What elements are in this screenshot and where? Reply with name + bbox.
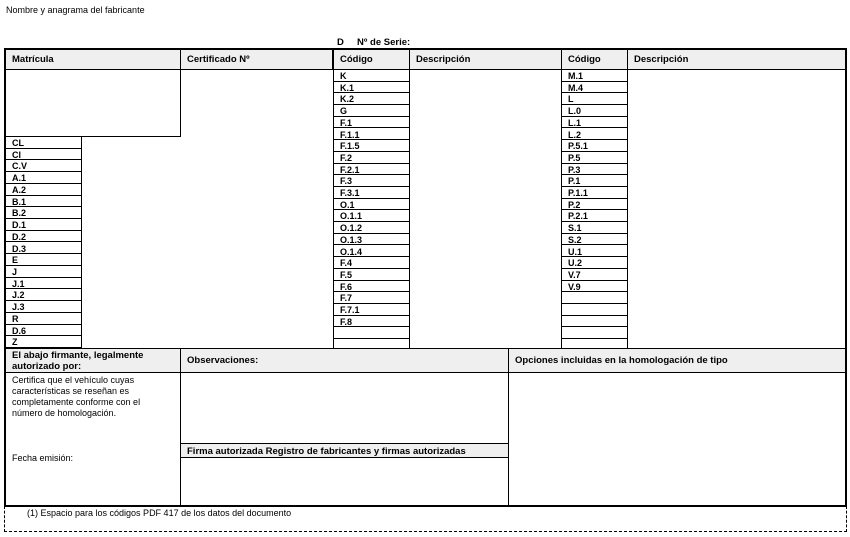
header-matricula: Matrícula [5,49,181,70]
code-cell [562,292,627,304]
code-cell: U.2 [562,257,627,269]
left-code-cell: A.2 [6,184,81,196]
signature-area [5,456,6,457]
header-certificado: Certificado Nº [180,49,333,70]
code-cell: P.3 [562,164,627,176]
issue-date-label: Fecha emisión: [12,453,74,463]
code-cell: F.3.1 [334,187,409,199]
header-firma-autorizada: Firma autorizada Registro de fabricantes y firmas autorizadas [180,443,509,458]
code-cell: F.8 [334,316,409,328]
code-cell: F.5 [334,269,409,281]
left-code-cell: J.1 [6,278,81,290]
left-code-cell: Cl [6,149,81,161]
left-code-cell: J.3 [6,301,81,313]
code-cell: M.1 [562,70,627,82]
code-cell: F.1 [334,117,409,129]
code-cell: U.1 [562,246,627,258]
code-cell: O.1.4 [334,246,409,258]
code-cell: F.2.1 [334,164,409,176]
code-cell: F.1.1 [334,129,409,141]
code-cell: F.3 [334,175,409,187]
code-cell: F.7 [334,292,409,304]
left-code-cell: R [6,313,81,325]
code-cell: O.1.1 [334,210,409,222]
code-cell: F.4 [334,257,409,269]
left-code-cell: E [6,254,81,266]
left-code-cell: B.2 [6,207,81,219]
left-code-cell: J.2 [6,289,81,301]
code-cell [562,316,627,328]
header-descripcion-1: Descripción [409,49,562,70]
left-code-cell: D.3 [6,243,81,255]
code-cell: S.1 [562,222,627,234]
code-cell: F.7.1 [334,304,409,316]
code-cell: P.1.1 [562,187,627,199]
left-code-cell: CL [6,137,81,149]
code-cell: F.6 [334,281,409,293]
left-code-cell: A.1 [6,172,81,184]
code-cell: F.2 [334,152,409,164]
left-code-cell: D.1 [6,219,81,231]
code-cell: L.0 [562,105,627,117]
code-cell: K [334,70,409,82]
code-cell: O.1 [334,199,409,211]
left-code-cell: D.6 [6,325,81,337]
code-cell: K.1 [334,82,409,94]
code-cell: P.5.1 [562,140,627,152]
header-descripcion-2: Descripción [627,49,846,70]
left-code-cell: Z [6,336,81,348]
code-cell: P.1 [562,175,627,187]
header-firmante: El abajo firmante, legalmente autorizado por: [5,348,181,373]
code-cell: G [334,105,409,117]
code-cell: S.2 [562,234,627,246]
code-cell: L.1 [562,117,627,129]
code-cell: K.2 [334,93,409,105]
code-cell: L [562,93,627,105]
code-cell: F.1.5 [334,140,409,152]
code-cell: O.1.2 [334,222,409,234]
code-cell [334,327,409,339]
manufacturer-label: Nombre y anagrama del fabricante [6,5,145,15]
code-cell: P.5 [562,152,627,164]
header-opciones: Opciones incluidas en la homologación de tipo [508,348,846,373]
code-cell: O.1.3 [334,234,409,246]
footnote-text: (1) Espacio para los códigos PDF 417 de los datos del documento [27,508,292,518]
serial-number-label: D Nº de Serie: [337,37,411,48]
header-codigo-1: Código [333,49,410,70]
left-code-cell: J [6,266,81,278]
certify-text: Certifica que el vehículo cuyas características se reseñan es completamente conforme con el número de homologación. [12,375,141,418]
left-code-cell: C.V [6,160,81,172]
code-cell [562,327,627,339]
code-cell [562,304,627,316]
code-cell: P.2.1 [562,210,627,222]
left-code-cell: D.2 [6,231,81,243]
code-cell: V.7 [562,269,627,281]
code-cell: M.4 [562,82,627,94]
code-cell: V.9 [562,281,627,293]
header-observaciones: Observaciones: [180,348,509,373]
left-code-cell: B.1 [6,196,81,208]
code-cell: P.2 [562,199,627,211]
header-codigo-2: Código [561,49,628,70]
code-cell: L.2 [562,129,627,141]
